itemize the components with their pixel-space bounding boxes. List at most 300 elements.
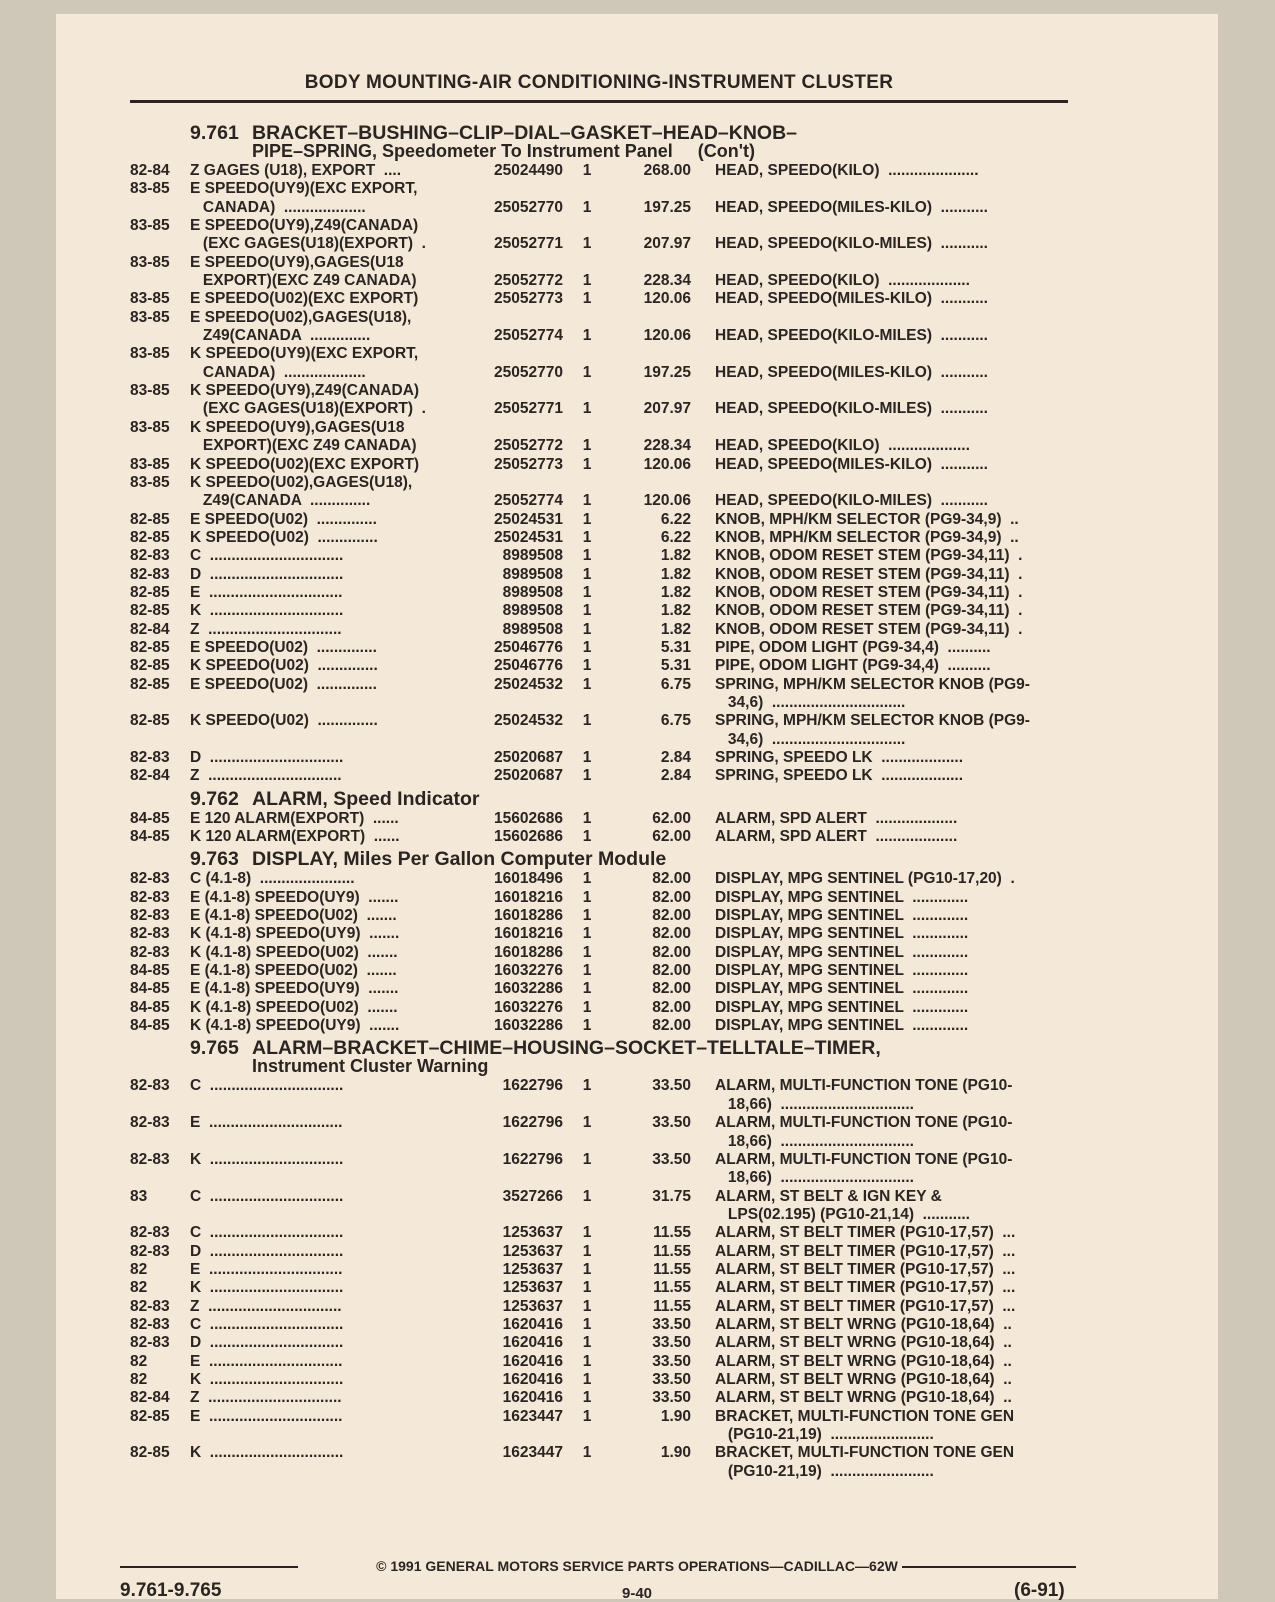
quantity: 1 [582, 888, 592, 906]
year-range: 83-85 [130, 217, 170, 235]
application: K (4.1-8) SPEEDO(U02) ....... [190, 998, 398, 1016]
part-number: 16018286 [494, 943, 563, 961]
year-range: 83-85 [130, 290, 170, 308]
year-range: 82-83 [130, 907, 170, 925]
table-row [130, 254, 1075, 291]
price: 82.00 [652, 962, 691, 980]
quantity: 1 [582, 767, 592, 785]
table-row [130, 602, 1075, 620]
application: K SPEEDO(U02)(EXC EXPORT) [190, 455, 420, 473]
section-subtitle: Instrument Cluster Warning [252, 1056, 489, 1077]
section-title: ALARM–BRACKET–CHIME–HOUSING–SOCKET–TELLTALE–TIMER, [252, 1037, 881, 1060]
part-number: 25020687 [494, 767, 563, 785]
year-range: 82-85 [130, 712, 170, 730]
quantity: 1 [582, 675, 592, 693]
part-number: 1623447 [502, 1444, 563, 1462]
application: E SPEEDO(UY9),Z49(CANADA) (EXC GAGES(U18)(EXPORT) . [190, 217, 426, 253]
price: 197.25 [643, 198, 691, 216]
application: E SPEEDO(U02) .............. [190, 638, 377, 656]
application: K SPEEDO(U02) .............. [190, 657, 378, 675]
year-range: 84-85 [130, 809, 170, 827]
quantity: 1 [582, 1407, 592, 1425]
part-number: 8989508 [502, 602, 563, 620]
quantity: 1 [582, 565, 592, 583]
application: C (4.1-8) ...................... [190, 870, 355, 888]
description: DISPLAY, MPG SENTINEL ............. [715, 962, 969, 980]
table-row [130, 1334, 1075, 1352]
part-number: 1620416 [502, 1334, 563, 1352]
section-number: 9.763 [190, 848, 239, 871]
description: ALARM, ST BELT TIMER (PG10-17,57) ... [715, 1242, 1016, 1260]
price: 82.00 [652, 943, 691, 961]
part-number: 25024490 [494, 162, 563, 179]
part-number: 16018216 [494, 888, 563, 906]
part-number: 25052772 [494, 437, 563, 455]
description: SPRING, SPEEDO LK ................... [715, 767, 964, 785]
table-row [130, 1279, 1075, 1297]
page-header: BODY MOUNTING-AIR CONDITIONING-INSTRUMENT CLUSTER [304, 72, 894, 93]
price: 82.00 [652, 888, 691, 906]
description: ALARM, ST BELT TIMER (PG10-17,57) ... [715, 1297, 1016, 1315]
price: 120.06 [643, 492, 691, 510]
part-number: 25052770 [494, 363, 563, 381]
table-row [130, 676, 1075, 713]
application: K SPEEDO(U02) .............. [190, 528, 378, 546]
application: E SPEEDO(UY9),GAGES(U18 EXPORT)(EXC Z49 CANADA) [190, 253, 417, 290]
table-row [130, 1389, 1075, 1407]
section-subtitle: PIPE–SPRING, Speedometer To Instrument Panel (Con't) [252, 141, 756, 161]
price: 33.50 [652, 1370, 691, 1388]
quantity: 1 [582, 1017, 592, 1035]
table-row [130, 1371, 1075, 1389]
part-number: 8989508 [502, 620, 563, 638]
price: 228.34 [643, 272, 691, 290]
part-number: 25024532 [494, 675, 563, 693]
description: ALARM, ST BELT WRNG (PG10-18,64) .. [715, 1352, 1012, 1370]
part-number: 1622796 [502, 1077, 563, 1095]
quantity: 1 [582, 1260, 592, 1278]
table-row [130, 639, 1075, 657]
price: 82.00 [652, 907, 691, 925]
part-number: 25052773 [494, 455, 563, 473]
year-range: 82-85 [130, 510, 170, 528]
application: E ............................... [190, 1260, 343, 1278]
footer-section-range: 9.761-9.765 [120, 1580, 222, 1601]
price: 11.55 [653, 1297, 691, 1315]
price: 207.97 [643, 235, 691, 253]
description: ALARM, ST BELT TIMER (PG10-17,57) ... [715, 1279, 1016, 1297]
table-row [130, 474, 1075, 511]
description: SPRING, MPH/KM SELECTOR KNOB (PG9- 34,6) ............................... [715, 712, 1030, 748]
year-range: 82-83 [130, 1242, 170, 1260]
part-number: 16032276 [494, 962, 563, 980]
year-range: 83-85 [130, 253, 170, 271]
quantity: 1 [582, 809, 592, 827]
part-number: 15602686 [494, 809, 563, 827]
description: ALARM, MULTI-FUNCTION TONE (PG10- 18,66) ............................... [715, 1114, 1013, 1150]
price: 11.55 [653, 1224, 691, 1242]
quantity: 1 [582, 198, 592, 216]
table-row [130, 810, 1075, 828]
year-range: 84-85 [130, 828, 170, 846]
table-row [130, 767, 1075, 785]
quantity: 1 [582, 583, 592, 601]
description: KNOB, MPH/KM SELECTOR (PG9-34,9) .. [715, 510, 1019, 528]
section-title-block [252, 848, 667, 871]
quantity: 1 [582, 162, 592, 179]
table-row [130, 1408, 1075, 1445]
parts-listing [130, 120, 1075, 1481]
year-range: 82-83 [130, 943, 170, 961]
application: K SPEEDO(U02) .............. [190, 712, 378, 730]
quantity: 1 [582, 1389, 592, 1407]
application: K (4.1-8) SPEEDO(U02) ....... [190, 943, 398, 961]
description: ALARM, ST BELT WRNG (PG10-18,64) .. [715, 1370, 1012, 1388]
part-number: 25052774 [494, 327, 563, 345]
quantity: 1 [582, 510, 592, 528]
quantity: 1 [582, 657, 592, 675]
description: HEAD, SPEEDO(MILES-KILO) ........... [715, 455, 988, 473]
table-row [130, 712, 1075, 749]
year-range: 82-83 [130, 749, 170, 766]
quantity: 1 [582, 925, 592, 943]
price: 5.31 [660, 657, 691, 675]
part-number: 1623447 [502, 1407, 563, 1425]
year-range: 82-83 [130, 1334, 170, 1352]
year-range: 82-85 [130, 1407, 170, 1425]
part-number: 25046776 [494, 638, 563, 656]
application: E SPEEDO(U02) .............. [190, 675, 377, 693]
price: 1.82 [660, 583, 691, 601]
description: HEAD, SPEEDO(KILO-MILES) ........... [715, 400, 988, 418]
description: ALARM, SPD ALERT ................... [715, 809, 958, 827]
table-row [130, 1261, 1075, 1279]
part-number: 8989508 [502, 583, 563, 601]
part-number: 25052773 [494, 290, 563, 308]
table-row [130, 1017, 1075, 1035]
description: ALARM, MULTI-FUNCTION TONE (PG10- 18,66) ............................... [715, 1150, 1013, 1187]
price: 1.90 [660, 1407, 691, 1425]
application: K SPEEDO(UY9),Z49(CANADA) (EXC GAGES(U18)(EXPORT) . [190, 382, 426, 418]
description: ALARM, ST BELT TIMER (PG10-17,57) ... [715, 1260, 1016, 1278]
application: C ............................... [190, 547, 344, 565]
description: HEAD, SPEEDO(KILO) ................... [715, 272, 970, 290]
part-number: 25052772 [494, 272, 563, 290]
table-row [130, 1243, 1075, 1261]
section-title-block [252, 1039, 881, 1075]
description: ALARM, ST BELT WRNG (PG10-18,64) .. [715, 1334, 1012, 1352]
application: E SPEEDO(U02) .............. [190, 510, 377, 528]
price: 120.06 [643, 455, 691, 473]
part-number: 1253637 [502, 1224, 563, 1242]
year-range: 82-84 [130, 1389, 170, 1407]
year-range: 82-83 [130, 1114, 170, 1132]
part-number: 3527266 [502, 1187, 563, 1205]
table-row [130, 290, 1075, 308]
price: 207.97 [643, 400, 691, 418]
year-range: 83-85 [130, 473, 170, 491]
part-number: 1253637 [502, 1297, 563, 1315]
price: 11.55 [653, 1260, 691, 1278]
application: C ............................... [190, 1187, 344, 1205]
application: K SPEEDO(UY9)(EXC EXPORT, CANADA) ................... [190, 345, 419, 381]
price: 62.00 [652, 828, 691, 846]
year-range: 82-83 [130, 925, 170, 943]
description: HEAD, SPEEDO(KILO-MILES) ........... [715, 327, 988, 345]
price: 197.25 [643, 363, 691, 381]
application: E ............................... [190, 583, 343, 601]
section-title: BRACKET–BUSHING–CLIP–DIAL–GASKET–HEAD–KNOB– [252, 122, 798, 144]
price: 1.82 [660, 602, 691, 620]
year-range: 82-83 [130, 1150, 170, 1168]
quantity: 1 [582, 638, 592, 656]
application: E SPEEDO(U02)(EXC EXPORT) [190, 290, 419, 308]
quantity: 1 [582, 1187, 592, 1205]
year-range: 82-83 [130, 870, 170, 888]
year-range: 82-85 [130, 675, 170, 693]
price: 2.84 [660, 749, 691, 766]
quantity: 1 [582, 907, 592, 925]
application: K 120 ALARM(EXPORT) ...... [190, 828, 400, 846]
quantity: 1 [582, 962, 592, 980]
quantity: 1 [582, 749, 592, 766]
quantity: 1 [582, 1279, 592, 1297]
table-row [130, 419, 1075, 456]
year-range: 83-85 [130, 418, 170, 436]
quantity: 1 [582, 980, 592, 998]
price: 82.00 [652, 870, 691, 888]
price: 1.82 [660, 565, 691, 583]
table-row [130, 584, 1075, 602]
price: 1.82 [660, 547, 691, 565]
description: DISPLAY, MPG SENTINEL ............. [715, 943, 969, 961]
price: 11.55 [653, 1242, 691, 1260]
table-row [130, 529, 1075, 547]
part-number: 16018496 [494, 870, 563, 888]
price: 228.34 [643, 437, 691, 455]
quantity: 1 [582, 712, 592, 730]
price: 33.50 [652, 1352, 691, 1370]
table-row [130, 657, 1075, 675]
application: D ............................... [190, 565, 344, 583]
quantity: 1 [582, 327, 592, 345]
application: E SPEEDO(UY9)(EXC EXPORT, CANADA) ................... [190, 180, 418, 216]
year-range: 82-84 [130, 620, 170, 638]
quantity: 1 [582, 1150, 592, 1168]
year-range: 83-85 [130, 180, 170, 198]
description: DISPLAY, MPG SENTINEL ............. [715, 925, 969, 943]
table-row [130, 1298, 1075, 1316]
quantity: 1 [582, 272, 592, 290]
quantity: 1 [582, 235, 592, 253]
part-number: 1253637 [502, 1242, 563, 1260]
application: E ............................... [190, 1352, 343, 1370]
year-range: 82 [130, 1260, 148, 1278]
application: K ............................... [190, 1150, 344, 1168]
part-number: 25024532 [494, 712, 563, 730]
quantity: 1 [582, 602, 592, 620]
table-row [130, 345, 1075, 382]
year-range: 82-83 [130, 1315, 170, 1333]
application: D ............................... [190, 1334, 344, 1352]
year-range: 83-85 [130, 308, 170, 326]
quantity: 1 [582, 1297, 592, 1315]
price: 120.06 [643, 327, 691, 345]
table-row [130, 217, 1075, 254]
quantity: 1 [582, 492, 592, 510]
table-row [130, 566, 1075, 584]
year-range: 82-85 [130, 657, 170, 675]
table-row [130, 1151, 1075, 1188]
table-row [130, 980, 1075, 998]
year-range: 83-85 [130, 345, 170, 363]
price: 1.82 [660, 620, 691, 638]
part-number: 25052771 [494, 235, 563, 253]
price: 6.22 [660, 510, 691, 528]
description: SPRING, MPH/KM SELECTOR KNOB (PG9- 34,6) ............................... [715, 675, 1030, 711]
table-row [130, 870, 1075, 888]
year-range: 82 [130, 1352, 148, 1370]
application: E ............................... [190, 1114, 343, 1132]
application: K SPEEDO(U02),GAGES(U18), Z49(CANADA .............. [190, 473, 413, 510]
application: Z ............................... [190, 767, 342, 785]
application: D ............................... [190, 1242, 344, 1260]
application: Z GAGES (U18), EXPORT .... [190, 162, 402, 179]
quantity: 1 [582, 455, 592, 473]
description: DISPLAY, MPG SENTINEL ............. [715, 888, 969, 906]
part-number: 1253637 [502, 1260, 563, 1278]
description: DISPLAY, MPG SENTINEL (PG10-17,20) . [715, 870, 1015, 888]
year-range: 84-85 [130, 1017, 170, 1035]
quantity: 1 [582, 363, 592, 381]
year-range: 82-85 [130, 638, 170, 656]
quantity: 1 [582, 1370, 592, 1388]
description: KNOB, ODOM RESET STEM (PG9-34,11) . [715, 583, 1023, 601]
application: K ............................... [190, 1370, 344, 1388]
year-range: 82 [130, 1370, 148, 1388]
price: 82.00 [652, 1017, 691, 1035]
table-row [130, 749, 1075, 767]
application: C ............................... [190, 1077, 344, 1095]
description: ALARM, MULTI-FUNCTION TONE (PG10- 18,66) ............................... [715, 1077, 1013, 1113]
price: 82.00 [652, 925, 691, 943]
footer-date: (6-91) [1014, 1580, 1065, 1601]
year-range: 82-83 [130, 1297, 170, 1315]
quantity: 1 [582, 870, 592, 888]
description: KNOB, ODOM RESET STEM (PG9-34,11) . [715, 547, 1023, 565]
price: 33.50 [652, 1077, 691, 1095]
description: PIPE, ODOM LIGHT (PG9-34,4) .......... [715, 657, 991, 675]
table-row [130, 180, 1075, 217]
year-range: 84-85 [130, 962, 170, 980]
part-number: 1620416 [502, 1315, 563, 1333]
application: K (4.1-8) SPEEDO(UY9) ....... [190, 925, 400, 943]
description: PIPE, ODOM LIGHT (PG9-34,4) .......... [715, 638, 991, 656]
section-title-block [252, 787, 480, 810]
quantity: 1 [582, 290, 592, 308]
quantity: 1 [582, 1444, 592, 1462]
catalog-page [56, 14, 1218, 1602]
table-row [130, 907, 1075, 925]
quantity: 1 [582, 437, 592, 455]
part-number: 25024531 [494, 528, 563, 546]
quantity: 1 [582, 1114, 592, 1132]
description: HEAD, SPEEDO(MILES-KILO) ........... [715, 363, 988, 381]
price: 33.50 [652, 1334, 691, 1352]
year-range: 82 [130, 1279, 148, 1297]
section-title: DISPLAY, Miles Per Gallon Computer Module [252, 848, 667, 871]
quantity: 1 [582, 1352, 592, 1370]
application: Z ............................... [190, 1297, 342, 1315]
table-row [130, 547, 1075, 565]
quantity: 1 [582, 828, 592, 846]
application: E (4.1-8) SPEEDO(UY9) ....... [190, 980, 399, 998]
application: K ............................... [190, 602, 344, 620]
part-number: 25046776 [494, 657, 563, 675]
description: ALARM, ST BELT WRNG (PG10-18,64) .. [715, 1315, 1012, 1333]
header-rule [130, 100, 1068, 103]
section-title: ALARM, Speed Indicator [252, 787, 480, 810]
description: KNOB, MPH/KM SELECTOR (PG9-34,9) .. [715, 528, 1019, 546]
table-row [130, 1114, 1075, 1151]
description: ALARM, ST BELT TIMER (PG10-17,57) ... [715, 1224, 1016, 1242]
section-heading [130, 787, 1075, 810]
application: E 120 ALARM(EXPORT) ...... [190, 809, 399, 827]
description: DISPLAY, MPG SENTINEL ............. [715, 998, 969, 1016]
year-range: 82-83 [130, 1077, 170, 1095]
quantity: 1 [582, 998, 592, 1016]
year-range: 84-85 [130, 980, 170, 998]
price: 120.06 [643, 290, 691, 308]
table-row [130, 456, 1075, 474]
quantity: 1 [582, 1224, 592, 1242]
application: D ............................... [190, 749, 344, 766]
application: K ............................... [190, 1444, 344, 1462]
price: 6.22 [660, 528, 691, 546]
description: SPRING, SPEEDO LK ................... [715, 749, 964, 766]
year-range: 83-85 [130, 382, 170, 400]
description: HEAD, SPEEDO(MILES-KILO) ........... [715, 198, 988, 216]
section-number: 9.761 [190, 122, 239, 144]
table-row [130, 1188, 1075, 1225]
application: Z ............................... [190, 1389, 342, 1407]
part-number: 16032276 [494, 998, 563, 1016]
quantity: 1 [582, 1315, 592, 1333]
price: 33.50 [652, 1114, 691, 1132]
price: 82.00 [652, 998, 691, 1016]
price: 62.00 [652, 809, 691, 827]
year-range: 82-85 [130, 583, 170, 601]
year-range: 82-83 [130, 888, 170, 906]
part-number: 15602686 [494, 828, 563, 846]
application: K SPEEDO(UY9),GAGES(U18 EXPORT)(EXC Z49 CANADA) [190, 418, 417, 455]
section-number: 9.765 [190, 1037, 239, 1060]
year-range: 82-83 [130, 565, 170, 583]
description: KNOB, ODOM RESET STEM (PG9-34,11) . [715, 602, 1023, 620]
year-range: 82-85 [130, 1444, 170, 1462]
part-number: 16032286 [494, 980, 563, 998]
table-row [130, 1224, 1075, 1242]
year-range: 82-85 [130, 602, 170, 620]
year-range: 82-83 [130, 547, 170, 565]
description: DISPLAY, MPG SENTINEL ............. [715, 980, 969, 998]
description: HEAD, SPEEDO(KILO-MILES) ........... [715, 492, 988, 510]
part-number: 25024531 [494, 510, 563, 528]
application: C ............................... [190, 1224, 344, 1242]
quantity: 1 [582, 943, 592, 961]
section-heading [130, 848, 1075, 871]
price: 11.55 [653, 1279, 691, 1297]
